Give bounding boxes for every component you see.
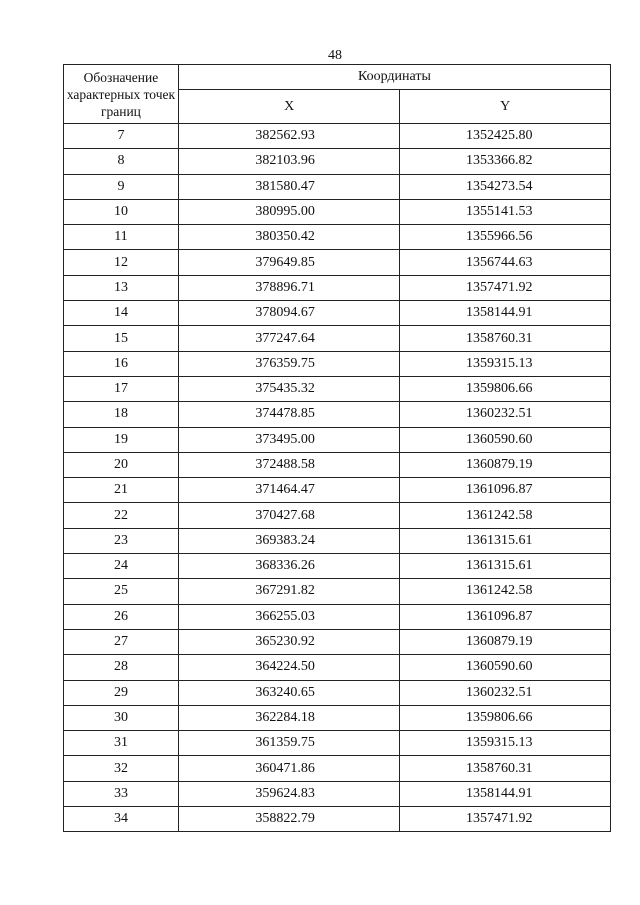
point-cell: 7 bbox=[64, 124, 179, 149]
point-cell: 29 bbox=[64, 680, 179, 705]
x-header: X bbox=[178, 90, 400, 124]
table-row bbox=[64, 124, 611, 149]
point-cell: 18 bbox=[64, 402, 179, 427]
table-row bbox=[64, 807, 611, 832]
coordinates-table bbox=[63, 64, 611, 832]
table-row bbox=[64, 478, 611, 503]
point-cell: 8 bbox=[64, 149, 179, 174]
y-coordinate-cell: 1356744.63 bbox=[400, 250, 611, 275]
x-coordinate-cell: 378896.71 bbox=[178, 275, 400, 300]
y-coordinate-cell: 1361242.58 bbox=[400, 503, 611, 528]
point-cell: 26 bbox=[64, 604, 179, 629]
y-coordinate-cell: 1358144.91 bbox=[400, 781, 611, 806]
y-coordinate-cell: 1358760.31 bbox=[400, 756, 611, 781]
table-row bbox=[64, 427, 611, 452]
x-coordinate-cell: 375435.32 bbox=[178, 376, 400, 401]
x-coordinate-cell: 363240.65 bbox=[178, 680, 400, 705]
y-coordinate-cell: 1352425.80 bbox=[400, 124, 611, 149]
y-coordinate-cell: 1357471.92 bbox=[400, 275, 611, 300]
point-cell: 19 bbox=[64, 427, 179, 452]
y-coordinate-cell: 1359806.66 bbox=[400, 376, 611, 401]
table-row bbox=[64, 351, 611, 376]
x-coordinate-cell: 367291.82 bbox=[178, 579, 400, 604]
x-coordinate-cell: 362284.18 bbox=[178, 705, 400, 730]
x-coordinate-cell: 358822.79 bbox=[178, 807, 400, 832]
y-coordinate-cell: 1355966.56 bbox=[400, 225, 611, 250]
point-cell: 17 bbox=[64, 376, 179, 401]
table-row bbox=[64, 554, 611, 579]
table-row bbox=[64, 376, 611, 401]
point-cell: 21 bbox=[64, 478, 179, 503]
table-body bbox=[64, 124, 611, 832]
point-cell: 12 bbox=[64, 250, 179, 275]
x-coordinate-cell: 380350.42 bbox=[178, 225, 400, 250]
x-coordinate-cell: 364224.50 bbox=[178, 655, 400, 680]
x-coordinate-cell: 373495.00 bbox=[178, 427, 400, 452]
point-cell: 23 bbox=[64, 528, 179, 553]
table-row bbox=[64, 174, 611, 199]
table-row bbox=[64, 225, 611, 250]
y-coordinate-cell: 1360232.51 bbox=[400, 402, 611, 427]
point-label-header: Обозначение характерных точек границ bbox=[64, 65, 179, 124]
table-row bbox=[64, 275, 611, 300]
y-coordinate-cell: 1353366.82 bbox=[400, 149, 611, 174]
point-cell: 10 bbox=[64, 199, 179, 224]
table-row bbox=[64, 149, 611, 174]
table-row bbox=[64, 604, 611, 629]
x-coordinate-cell: 370427.68 bbox=[178, 503, 400, 528]
x-coordinate-cell: 366255.03 bbox=[178, 604, 400, 629]
table-row bbox=[64, 579, 611, 604]
point-cell: 28 bbox=[64, 655, 179, 680]
point-cell: 20 bbox=[64, 452, 179, 477]
table-row bbox=[64, 326, 611, 351]
page-number: 48 bbox=[328, 48, 342, 63]
x-coordinate-cell: 374478.85 bbox=[178, 402, 400, 427]
point-cell: 14 bbox=[64, 301, 179, 326]
x-coordinate-cell: 360471.86 bbox=[178, 756, 400, 781]
point-cell: 22 bbox=[64, 503, 179, 528]
table-header bbox=[64, 65, 611, 124]
y-coordinate-cell: 1361096.87 bbox=[400, 478, 611, 503]
table-row bbox=[64, 655, 611, 680]
y-coordinate-cell: 1359315.13 bbox=[400, 351, 611, 376]
y-coordinate-cell: 1360232.51 bbox=[400, 680, 611, 705]
table-row bbox=[64, 756, 611, 781]
table-row bbox=[64, 528, 611, 553]
x-coordinate-cell: 371464.47 bbox=[178, 478, 400, 503]
coordinates-header: Координаты bbox=[178, 65, 610, 90]
y-coordinate-cell: 1359315.13 bbox=[400, 731, 611, 756]
point-cell: 31 bbox=[64, 731, 179, 756]
y-coordinate-cell: 1358144.91 bbox=[400, 301, 611, 326]
x-coordinate-cell: 376359.75 bbox=[178, 351, 400, 376]
point-cell: 24 bbox=[64, 554, 179, 579]
x-coordinate-cell: 377247.64 bbox=[178, 326, 400, 351]
table-row bbox=[64, 680, 611, 705]
y-coordinate-cell: 1361315.61 bbox=[400, 528, 611, 553]
point-cell: 27 bbox=[64, 629, 179, 654]
x-coordinate-cell: 372488.58 bbox=[178, 452, 400, 477]
x-coordinate-cell: 361359.75 bbox=[178, 731, 400, 756]
table-row bbox=[64, 301, 611, 326]
table-row bbox=[64, 199, 611, 224]
point-cell: 30 bbox=[64, 705, 179, 730]
y-coordinate-cell: 1360879.19 bbox=[400, 629, 611, 654]
point-cell: 9 bbox=[64, 174, 179, 199]
y-coordinate-cell: 1361315.61 bbox=[400, 554, 611, 579]
table-row bbox=[64, 250, 611, 275]
y-coordinate-cell: 1360879.19 bbox=[400, 452, 611, 477]
x-coordinate-cell: 379649.85 bbox=[178, 250, 400, 275]
x-coordinate-cell: 368336.26 bbox=[178, 554, 400, 579]
y-coordinate-cell: 1361096.87 bbox=[400, 604, 611, 629]
y-header: Y bbox=[400, 90, 611, 124]
y-coordinate-cell: 1354273.54 bbox=[400, 174, 611, 199]
point-cell: 11 bbox=[64, 225, 179, 250]
table-row bbox=[64, 731, 611, 756]
point-cell: 16 bbox=[64, 351, 179, 376]
table-row bbox=[64, 781, 611, 806]
x-coordinate-cell: 378094.67 bbox=[178, 301, 400, 326]
point-cell: 34 bbox=[64, 807, 179, 832]
y-coordinate-cell: 1359806.66 bbox=[400, 705, 611, 730]
y-coordinate-cell: 1360590.60 bbox=[400, 655, 611, 680]
point-cell: 33 bbox=[64, 781, 179, 806]
y-coordinate-cell: 1355141.53 bbox=[400, 199, 611, 224]
y-coordinate-cell: 1360590.60 bbox=[400, 427, 611, 452]
x-coordinate-cell: 369383.24 bbox=[178, 528, 400, 553]
table-row bbox=[64, 503, 611, 528]
x-coordinate-cell: 365230.92 bbox=[178, 629, 400, 654]
x-coordinate-cell: 382103.96 bbox=[178, 149, 400, 174]
y-coordinate-cell: 1361242.58 bbox=[400, 579, 611, 604]
y-coordinate-cell: 1357471.92 bbox=[400, 807, 611, 832]
x-coordinate-cell: 359624.83 bbox=[178, 781, 400, 806]
point-cell: 25 bbox=[64, 579, 179, 604]
x-coordinate-cell: 381580.47 bbox=[178, 174, 400, 199]
table-row bbox=[64, 452, 611, 477]
table-row bbox=[64, 705, 611, 730]
table-row bbox=[64, 402, 611, 427]
x-coordinate-cell: 380995.00 bbox=[178, 199, 400, 224]
table-row bbox=[64, 629, 611, 654]
point-cell: 32 bbox=[64, 756, 179, 781]
point-cell: 13 bbox=[64, 275, 179, 300]
x-coordinate-cell: 382562.93 bbox=[178, 124, 400, 149]
point-cell: 15 bbox=[64, 326, 179, 351]
y-coordinate-cell: 1358760.31 bbox=[400, 326, 611, 351]
